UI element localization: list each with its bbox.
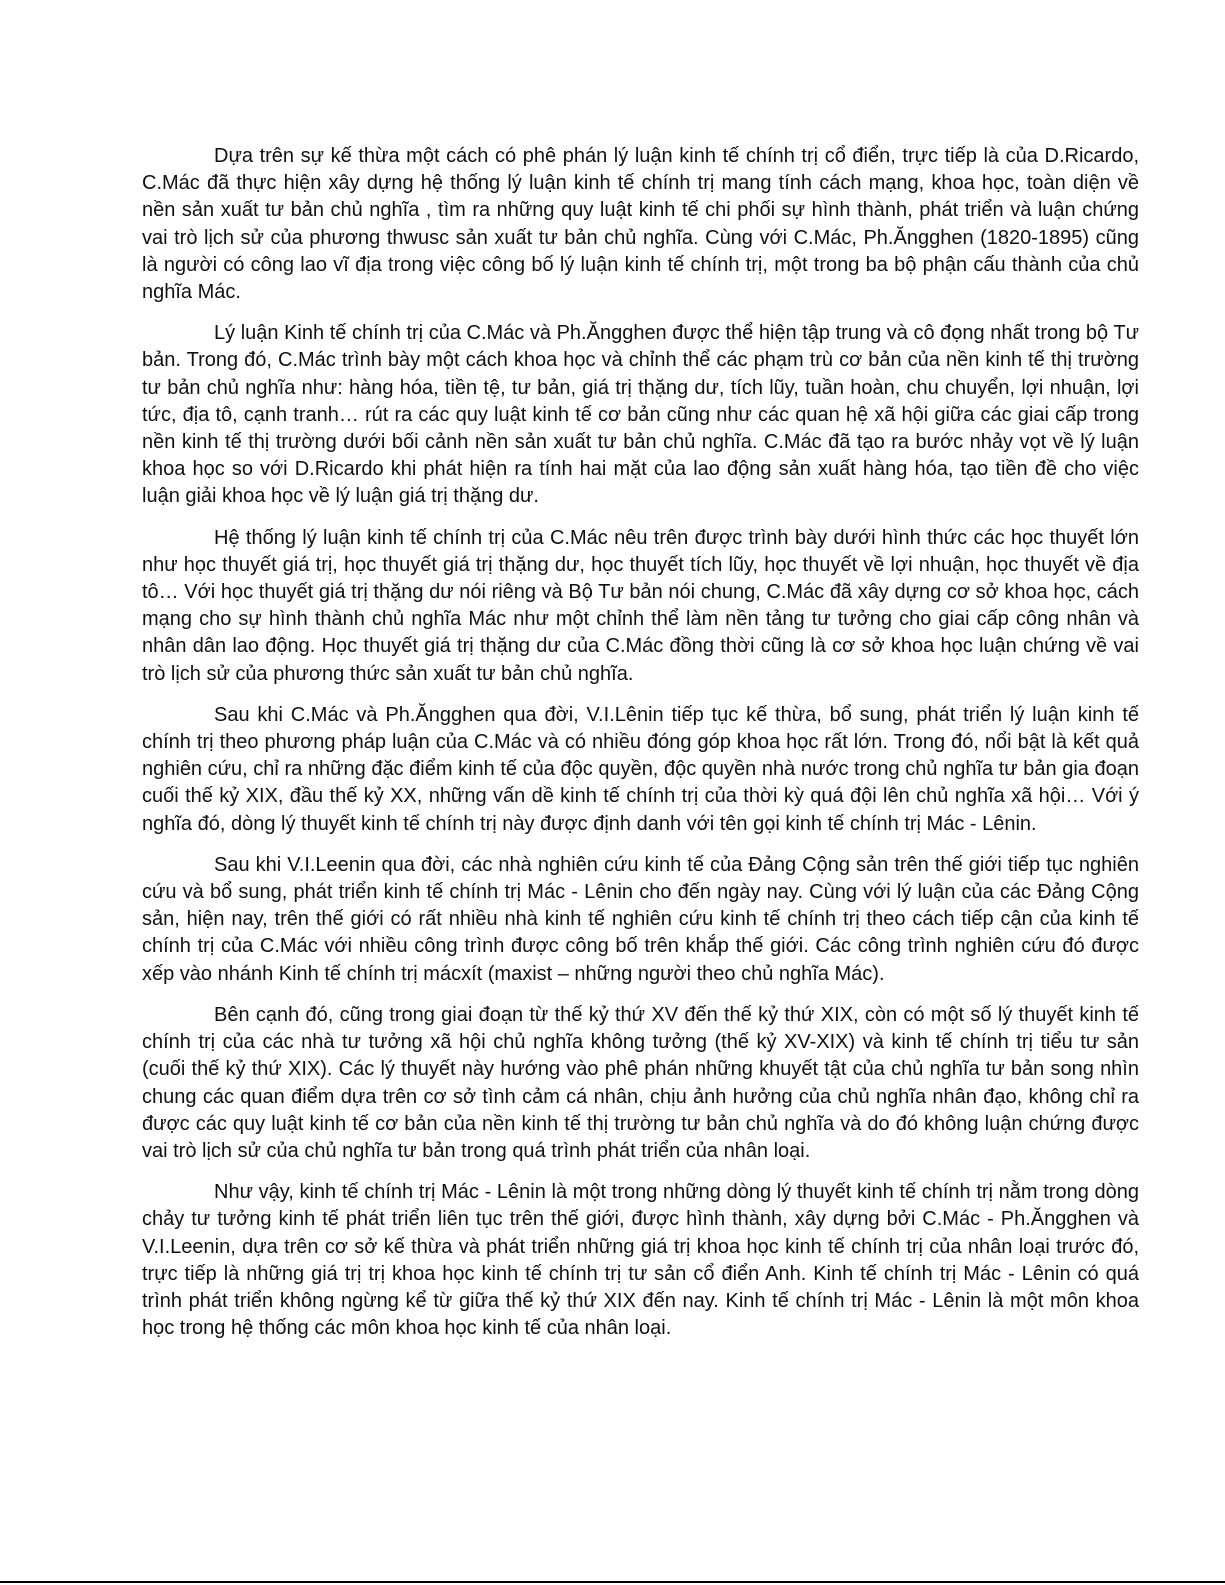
paragraph-4: Sau khi C.Mác và Ph.Ăngghen qua đời, V.I.Lênin tiếp tục kế thừa, bổ sung, phát triển lý luận kinh tế chính trị theo phương pháp luận của C.Mác và có nhiều đóng góp khoa học rất lớn. Trong đó, nổi bật là kết quả nghiên cứu, chỉ ra những đặc điểm kinh tế của độc quyền, độc quyền nhà nước trong chủ nghĩa tư bản gia đoạn cuối thế kỷ XIX, đầu thế kỷ XX, những vấn dề kinh tế chính trị của thời kỳ quá đội lên chủ nghĩa xã hội… Với ý nghĩa đó, dòng lý thuyết kinh tế chính trị này được định danh với tên gọi kinh tế chính trị Mác - Lênin. — [142, 703, 1139, 835]
paragraph-5: Sau khi V.I.Leenin qua đời, các nhà nghiên cứu kinh tế của Đảng Cộng sản trên thế giới tiếp tục nghiên cứu và bổ sung, phát triển kinh tế chính trị Mác - Lênin cho đến ngày nay. Cùng với lý luận của các Đảng Cộng sản, hiện nay, trên thế giới có rất nhiều nhà kinh tế nghiên cứu kinh tế chính trị theo cách tiếp cận của kinh tế chính trị của C.Mác với nhiều công trình được công bố trên khắp thế giới. Các công trình nghiên cứu đó được xếp vào nhánh Kinh tế chính trị mácxít (maxist – những người theo chủ nghĩa Mác). — [142, 853, 1139, 985]
paragraph-6: Bên cạnh đó, cũng trong giai đoạn từ thế kỷ thứ XV đến thế kỷ thứ XIX, còn có một số lý thuyết kinh tế chính trị của các nhà tư tưởng xã hội chủ nghĩa không tưởng (thế kỷ XV-XIX) và kinh tế chính trị tiểu tư sản (cuối thế kỷ thứ XIX). Các lý thuyết này hướng vào phê phán những khuyết tật của chủ nghĩa tư bản song nhìn chung các quan điểm dựa trên cơ sở tình cảm cá nhân, chịu ảnh hưởng của chủ nghĩa nhân đạo, không chỉ ra được các quy luật kinh tế cơ bản của nền kinh tế thị trường tư bản chủ nghĩa và do đó không luận chứng được vai trò lịch sử của chủ nghĩa tư bản trong quá trình phát triển của nhân loại. — [142, 1003, 1139, 1162]
paragraph-1: Dựa trên sự kế thừa một cách có phê phán lý luận kinh tế chính trị cổ điển, trực tiếp là của D.Ricardo, C.Mác đã thực hiện xây dựng hệ thống lý luận kinh tế chính trị mang tính cách mạng, khoa học, toàn diện về nền sản xuất tư bản chủ nghĩa , tìm ra những quy luật kinh tế chi phối sự hình thành, phát triển và luận chứng vai trò lịch sử của phương thwusc sản xuất tư bản chủ nghĩa. Cùng với C.Mác, Ph.Ăngghen (1820-1895) cũng là người có công lao vĩ địa trong việc công bố lý luận kinh tế chính trị, một trong ba bộ phận cấu thành của chủ nghĩa Mác. — [142, 145, 1139, 304]
document-page — [142, 143, 1139, 1356]
page-bottom-rule — [0, 1581, 1225, 1583]
paragraph-3: Hệ thống lý luận kinh tế chính trị của C.Mác nêu trên được trình bày dưới hình thức các học thuyết lớn như học thuyết giá trị, học thuyết giá trị thặng dư, học thuyết tích lũy, học thuyết về lợi nhuận, học thuyết về địa tô… Với học thuyết giá trị thặng dư nói riêng và Bộ Tư bản nói chung, C.Mác đã xây dựng cơ sở khoa học, cách mạng cho sự hình thành chủ nghĩa Mác như một chỉnh thể làm nền tảng tư tưởng cho giai cấp công nhân và nhân dân lao động. Học thuyết giá trị thặng dư của C.Mác đồng thời cũng là cơ sở khoa học luận chứng về vai trò lịch sử của phương thức sản xuất tư bản chủ nghĩa. — [142, 526, 1139, 685]
paragraph-7: Như vậy, kinh tế chính trị Mác - Lênin là một trong những dòng lý thuyết kinh tế chính trị nằm trong dòng chảy tư tưởng kinh tế phát triển liên tục trên thế giới, được hình thành, xây dựng bởi C.Mác - Ph.Ăngghen và V.I.Leenin, dựa trên cơ sở kế thừa và phát triển những giá trị khoa học kinh tế chính trị của nhân loại trước đó, trực tiếp là những giá trị trị khoa học kinh tế chính trị tư sản cổ điển Anh. Kinh tế chính trị Mác - Lênin có quá trình phát triển không ngừng kể từ giữa thế kỷ thứ XIX đến nay. Kinh tế chính trị Mác - Lênin là một môn khoa học trong hệ thống các môn khoa học kinh tế của nhân loại. — [142, 1181, 1139, 1340]
paragraph-2: Lý luận Kinh tế chính trị của C.Mác và Ph.Ăngghen được thể hiện tập trung và cô đọng nhất trong bộ Tư bản. Trong đó, C.Mác trình bày một cách khoa học và chỉnh thể các phạm trù cơ bản của nền kinh tế thị trường tư bản chủ nghĩa như: hàng hóa, tiền tệ, tư bản, giá trị thặng dư, tích lũy, tuần hoàn, chu chuyển, lợi nhuận, lợi tức, địa tô, cạnh tranh… rút ra các quy luật kinh tế cơ bản cũng như các quan hệ xã hội giữa các giai cấp trong nền kinh tế thị trường dưới bối cảnh nền sản xuất tư bản chủ nghĩa. C.Mác đã tạo ra bước nhảy vọt về lý luận khoa học so với D.Ricardo khi phát hiện ra tính hai mặt của lao động sản xuất hàng hóa, tạo tiền đề cho việc luận giải khoa học về lý luận giá trị thặng dư. — [142, 322, 1139, 508]
